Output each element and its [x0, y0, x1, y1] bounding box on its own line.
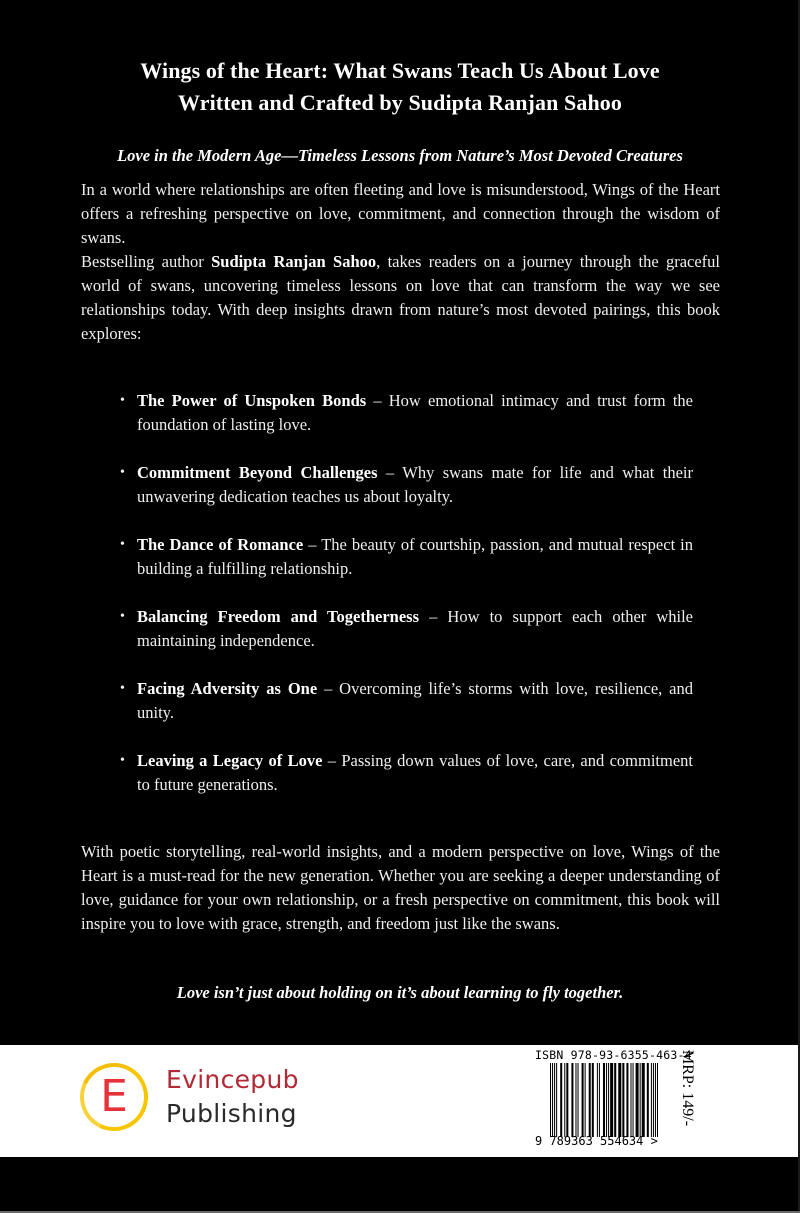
bullet-icon: •: [120, 681, 125, 696]
barcode-bar: [578, 1063, 579, 1137]
feature-title: The Dance of Romance: [137, 535, 304, 554]
closing-paragraph: With poetic storytelling, real-world insights, and a modern perspective on love, Wings of the Heart is a must-read for the new generation. Whether you are seeking a deeper understanding of love, guidance for your own relationship, or a fresh perspective on commitment, this book will inspire you to love with grace, strength, and freedom just like the swans.: [81, 842, 720, 933]
barcode-bar: [550, 1063, 551, 1137]
feature-text: – The beauty of courtship, passion, and mutual respect in building a fulfilling relationship.: [137, 535, 693, 578]
barcode-bar: [552, 1063, 553, 1137]
author-paragraph-suffix: , takes readers on a journey through the graceful world of swans, uncovering timeless lessons on love that can transform the way we see relationships today. With deep insights drawn from nature’s most devoted pairings, this book explores:: [81, 252, 721, 343]
barcode-bar: [589, 1063, 591, 1137]
barcode-bar: [597, 1063, 598, 1137]
feature-item: [120, 389, 693, 437]
barcode-bar: [599, 1063, 600, 1137]
barcode-bar: [642, 1063, 645, 1137]
closing-quote: Love isn’t just about holding on it’s about learning to fly together.: [176, 983, 624, 1002]
barcode-bar: [618, 1063, 621, 1137]
bullet-icon: •: [120, 393, 125, 408]
feature-title: Balancing Freedom and Togetherness: [137, 607, 420, 626]
barcode-bar: [606, 1063, 607, 1137]
barcode-bar: [622, 1063, 624, 1137]
intro-paragraph: In a world where relationships are often fleeting and love is misunderstood, Wings of the Heart offers a refreshing perspective on love, commitment, and connection through the wisdom of swans.: [81, 180, 720, 247]
feature-text: – Overcoming life’s storms with love, resilience, and unity.: [137, 679, 693, 722]
feature-item: [120, 605, 693, 653]
bullet-icon: •: [120, 609, 125, 624]
price-text: MRP: 149/-: [679, 1050, 696, 1127]
barcode-bar: [585, 1063, 586, 1137]
barcode-bar: [647, 1063, 649, 1137]
logo-letter: E: [100, 1071, 128, 1122]
feature-text: – How emotional intimacy and trust form the foundation of lasting love.: [137, 391, 693, 434]
barcode-bar: [603, 1063, 605, 1137]
barcode-bar: [564, 1063, 565, 1137]
author-name: Sudipta Ranjan Sahoo: [211, 252, 377, 271]
feature-text: – Why swans mate for life and what their unwavering dedication teaches us about loyalty.: [137, 463, 693, 506]
barcode-bar: [554, 1063, 555, 1137]
author-byline: Written and Crafted by Sudipta Ranjan Sahoo: [178, 90, 622, 115]
book-subtitle: Love in the Modern Age—Timeless Lessons from Nature’s Most Devoted Creatures: [117, 146, 683, 165]
barcode-bars-icon: [550, 1063, 658, 1137]
isbn-label: ISBN 978-93-6355-463-4: [535, 1048, 692, 1062]
feature-text: – How to support each other while maintaining independence.: [137, 607, 693, 650]
barcode-bar: [636, 1063, 639, 1137]
author-paragraph: [81, 250, 720, 346]
barcode-bar: [657, 1063, 658, 1137]
barcode-bar: [614, 1063, 616, 1137]
barcode-bar: [592, 1063, 594, 1137]
bullet-icon: •: [120, 753, 125, 768]
feature-title: Commitment Beyond Challenges: [137, 463, 378, 482]
price-label: [676, 1050, 696, 1150]
barcode-bar: [651, 1063, 652, 1137]
isbn-barcode: [535, 1048, 695, 1154]
barcode-digits: 9 789363 554634 >: [535, 1134, 658, 1148]
barcode-bar: [566, 1063, 568, 1137]
barcode-bar: [655, 1063, 656, 1137]
barcode-bar: [626, 1063, 628, 1137]
bullet-icon: •: [120, 537, 125, 552]
publisher-logo: [80, 1063, 300, 1143]
feature-item: [120, 461, 693, 509]
barcode-bar: [630, 1063, 631, 1137]
feature-item: [120, 533, 693, 581]
book-title: Wings of the Heart: What Swans Teach Us About Love: [140, 58, 660, 83]
author-paragraph-prefix: Bestselling author: [81, 252, 212, 271]
barcode-bar: [560, 1063, 562, 1137]
publisher-subname: Publishing: [166, 1099, 297, 1128]
publisher-name: Evincepub: [166, 1065, 299, 1094]
barcode-bar: [582, 1063, 584, 1137]
barcode-bar: [608, 1063, 609, 1137]
barcode-bar: [571, 1063, 573, 1137]
barcode-bar: [610, 1063, 613, 1137]
barcode-bar: [556, 1063, 557, 1137]
feature-title: Leaving a Legacy of Love: [137, 751, 323, 770]
feature-title: The Power of Unspoken Bonds: [137, 391, 367, 410]
barcode-bar: [640, 1063, 641, 1137]
feature-list: [120, 389, 693, 821]
barcode-bar: [633, 1063, 634, 1137]
feature-item: [120, 677, 693, 725]
feature-item: [120, 749, 693, 797]
bullet-icon: •: [120, 465, 125, 480]
barcode-bar: [653, 1063, 654, 1137]
barcode-bar: [575, 1063, 576, 1137]
feature-text: – Passing down values of love, care, and commitment to future generations.: [137, 751, 693, 794]
feature-title: Facing Adversity as One: [137, 679, 318, 698]
